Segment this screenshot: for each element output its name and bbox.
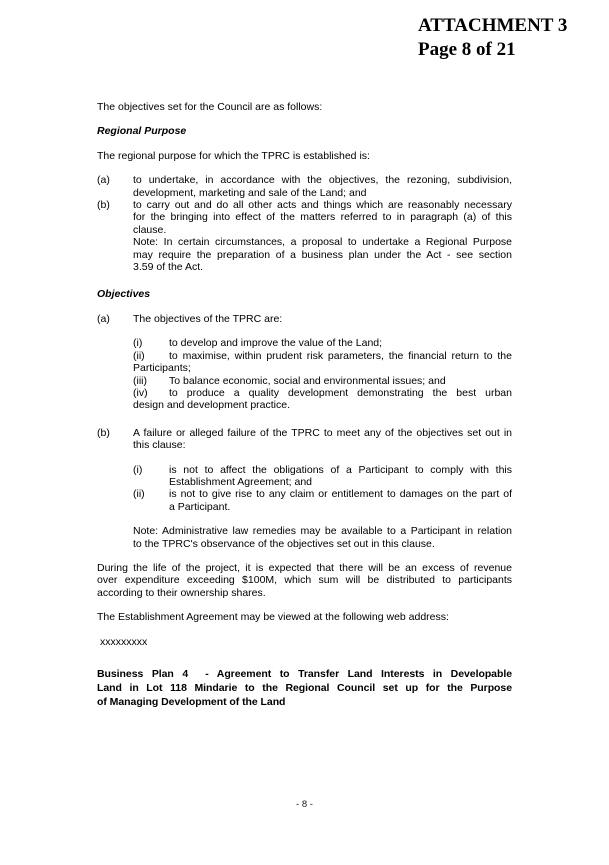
doc-line: The objectives set for the Council are as follows:	[97, 101, 323, 113]
document-body	[97, 101, 512, 709]
list-marker: (ii)	[133, 488, 145, 501]
doc-line: Establishment Agreement; and	[169, 475, 313, 488]
doc-line: (iii) To balance economic, social and environmental issues; and	[133, 374, 446, 387]
doc-line: Land in Lot 118 Mindarie to the Regional Council set up for the Purpose	[97, 682, 512, 694]
admin-note	[97, 525, 512, 550]
doc-line: Participants;	[133, 362, 191, 375]
doc-line: this clause:	[133, 439, 186, 452]
doc-line: (i) to develop and improve the value of the Land;	[133, 337, 383, 350]
regional-purpose-heading: Regional Purpose	[97, 125, 187, 138]
doc-line: clause.	[133, 223, 167, 236]
doc-line: 3.59 of the Act.	[133, 261, 204, 274]
doc-line: (iv) to produce a quality development demonstrating the best urban	[133, 386, 512, 399]
doc-line: Note: In certain circumstances, a proposal to undertake a Regional Purpose	[133, 236, 512, 249]
doc-line: xxxxxxxxx	[100, 635, 148, 648]
list-marker: (i)	[133, 337, 143, 350]
doc-line: (b) to carry out and do all other acts and things which are reasonably necessary	[97, 199, 512, 212]
list-marker: (a)	[97, 312, 110, 325]
objectives-item-a	[97, 313, 512, 325]
doc-line: Business Plan 4 - Agreement to Transfer Land Interests in Developable	[97, 668, 512, 680]
list-marker: (a)	[97, 174, 110, 187]
list-marker: (iv)	[133, 386, 148, 399]
web-address-placeholder	[97, 636, 512, 648]
intro-paragraph	[97, 101, 512, 113]
doc-line: over expenditure exceeding $100M, which sum will be distributed to participants	[97, 574, 512, 587]
doc-line: a Participant.	[169, 500, 231, 513]
list-marker: (b)	[97, 199, 110, 212]
list-marker: (b)	[97, 426, 110, 439]
doc-line: The regional purpose for which the TPRC is established is:	[97, 149, 370, 162]
objectives-item-b	[97, 427, 512, 452]
objectives-heading: Objectives	[97, 288, 151, 301]
doc-line: The Establishment Agreement may be viewed at the following web address:	[97, 611, 449, 624]
regional-purpose-list	[97, 174, 512, 273]
attachment-header	[418, 14, 567, 62]
objectives-sublist	[97, 337, 512, 411]
web-address-intro	[97, 611, 512, 623]
list-marker: (iii)	[133, 374, 147, 387]
failure-sublist	[97, 464, 512, 514]
regional-purpose-intro	[97, 150, 512, 162]
doc-line: (ii) to maximise, within prudent risk parameters, the financial return to the	[133, 349, 512, 362]
doc-line: During the life of the project, it is expected that there will be an excess of revenue	[97, 561, 512, 574]
doc-line: (ii) is not to give rise to any claim or entitlement to damages on the part of	[133, 488, 512, 501]
footer-page-number: - 8 -	[296, 799, 313, 810]
doc-line: for the bringing into effect of the matters referred to in paragraph (a) of this	[133, 211, 512, 224]
list-marker: (ii)	[133, 349, 145, 362]
list-marker: (i)	[133, 463, 143, 476]
doc-line: (a) The objectives of the TPRC are:	[97, 312, 283, 325]
revenue-paragraph	[97, 562, 512, 599]
doc-line: to the TPRC's observance of the objectives set out in this clause.	[133, 537, 435, 550]
business-plan-4-heading	[97, 667, 512, 709]
doc-line: (i) is not to affect the obligations of a Participant to comply with this	[133, 463, 512, 476]
page-indicator: Page 8 of 21	[418, 39, 516, 60]
doc-line: may require the preparation of a business plan under the Act - see section	[133, 248, 512, 261]
doc-line: Note: Administrative law remedies may be available to a Participant in relation	[133, 525, 512, 538]
attachment-title: ATTACHMENT 3	[418, 15, 568, 36]
doc-line: of Managing Development of the Land	[97, 696, 286, 708]
doc-line: development, marketing and sale of the Land; and	[133, 186, 367, 199]
doc-line: design and development practice.	[133, 399, 291, 412]
doc-line: (b) A failure or alleged failure of the TPRC to meet any of the objectives set out in	[97, 426, 512, 439]
doc-line: according to their ownership shares.	[97, 586, 266, 599]
doc-line: (a) to undertake, in accordance with the objectives, the rezoning, subdivision,	[97, 174, 512, 187]
